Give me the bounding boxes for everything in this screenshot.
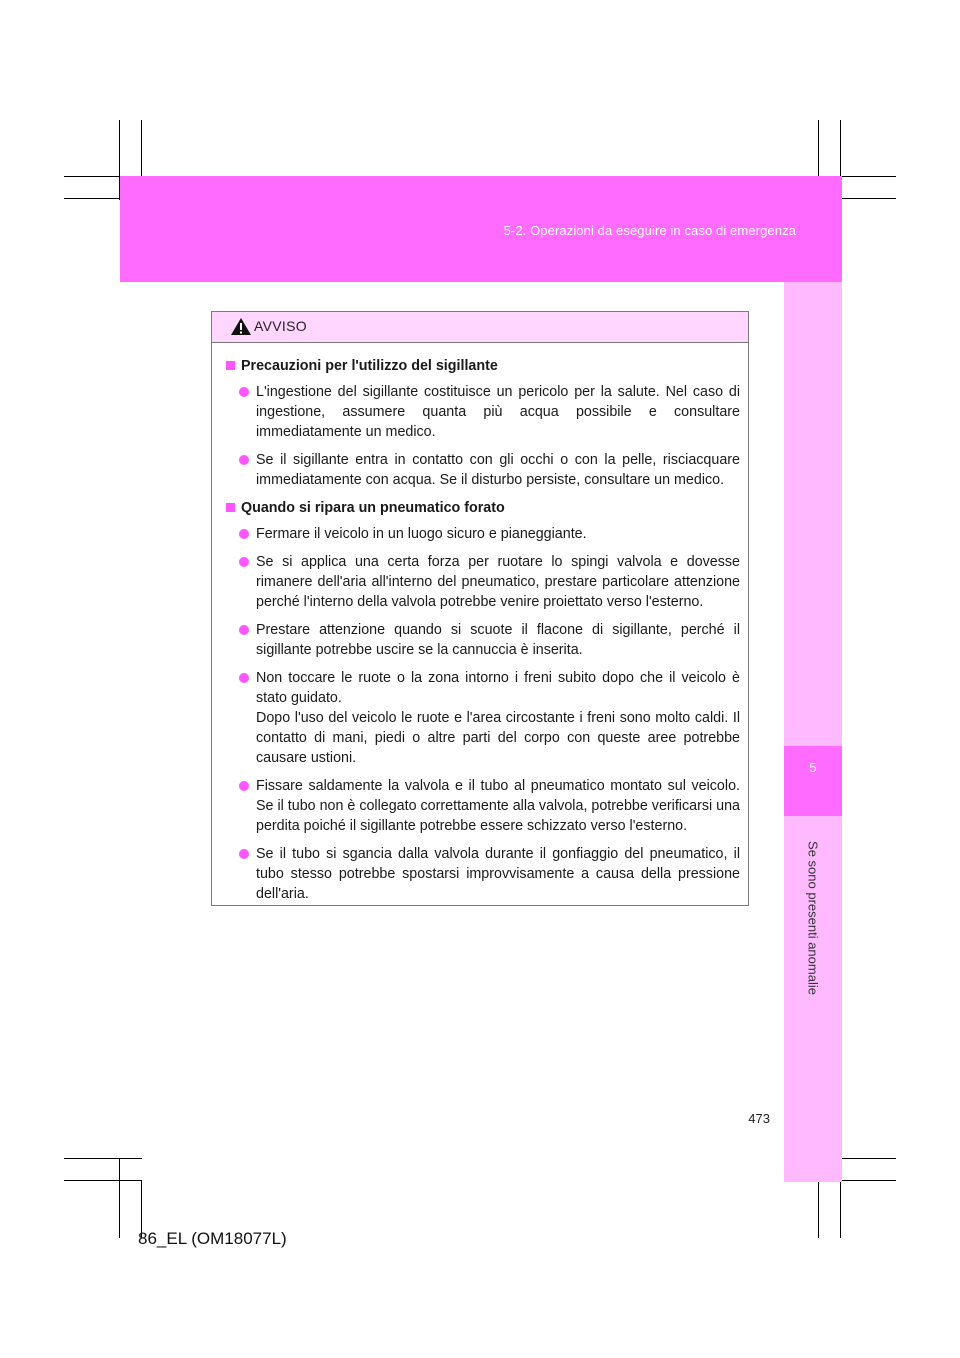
list-item-text-line: Non toccare le ruote o la zona intorno i freni subito dopo che il veicolo è stato guidato. [256, 670, 740, 706]
list-item [239, 776, 740, 836]
circle-bullet-icon [239, 781, 249, 791]
chapter-side-tab [784, 282, 842, 1182]
warning-title: AVVISO [254, 318, 307, 334]
warning-body [212, 343, 748, 904]
chapter-label: Se sono presenti anomalie [805, 841, 821, 995]
crop-mark [64, 1180, 142, 1181]
warning-box [211, 311, 749, 906]
list-item-text: Fermare il veicolo in un luogo sicuro e pianeggiante. [256, 526, 587, 542]
list-item [239, 668, 740, 768]
circle-bullet-icon [239, 455, 249, 465]
crop-mark [818, 1180, 819, 1238]
page-number: 473 [748, 1111, 770, 1126]
section-heading-text: Quando si ripara un pneumatico forato [241, 500, 505, 516]
list-item-text: Se il tubo si sgancia dalla valvola durante il gonfiaggio del pneumatico, il tubo stesso potrebbe spostarsi improvvisamente a causa della pressione dell'aria. [256, 846, 740, 902]
list-item-text: Se si applica una certa forza per ruotare lo spingi valvola e dovesse rimanere dell'aria all'interno del pneumatico, prestare particolare attenzione perché l'interno della valvola potrebbe venire proiettato verso l'esterno. [256, 554, 740, 610]
section-heading [224, 498, 740, 518]
list-item-text: Se il sigillante entra in contatto con gli occhi o con la pelle, risciacquare immediatamente con acqua. Se il disturbo persiste, consultare un medico. [256, 452, 740, 488]
list-item [239, 450, 740, 490]
list-item [239, 620, 740, 660]
list-item-text: L'ingestione del sigillante costituisce un pericolo per la salute. Nel caso di ingestione, assumere quanta più acqua possibile e consultare immediatamente un medico. [256, 384, 740, 440]
crop-mark [64, 1158, 142, 1159]
crop-mark [119, 1158, 120, 1238]
circle-bullet-icon [239, 529, 249, 539]
document-code: 86_EL (OM18077L) [138, 1229, 287, 1248]
circle-bullet-icon [239, 387, 249, 397]
section-heading [224, 356, 740, 376]
list-item-text: Prestare attenzione quando si scuote il flacone di sigillante, perché il sigillante potrebbe uscire se la cannuccia è inserita. [256, 622, 740, 658]
warning-header [212, 312, 748, 343]
list-item-text-continuation: Dopo l'uso del veicolo le ruote e l'area circostante i freni sono molto caldi. Il contatto di mani, piedi o altre parti del corpo con queste aree potrebbe causare ustioni. [256, 710, 740, 766]
circle-bullet-icon [239, 557, 249, 567]
chapter-number-box [784, 746, 842, 816]
circle-bullet-icon [239, 625, 249, 635]
circle-bullet-icon [239, 849, 249, 859]
square-bullet-icon [226, 503, 235, 512]
list-item [239, 524, 740, 544]
list-item [239, 382, 740, 442]
chapter-number: 5 [809, 760, 817, 775]
list-item-text: Fissare saldamente la valvola e il tubo al pneumatico montato sul veicolo. Se il tubo non è collegato correttamente alla valvola, potrebbe verificarsi una perdita poiché il sigillante potrebbe essere schizzato verso l'esterno. [256, 778, 740, 834]
section-heading-text: Precauzioni per l'utilizzo del sigillante [241, 358, 498, 374]
breadcrumb: 5-2. Operazioni da eseguire in caso di emergenza [503, 223, 796, 238]
list-item [239, 552, 740, 612]
page-header [120, 176, 842, 282]
warning-triangle-icon [230, 317, 252, 336]
list-item-text [256, 668, 740, 768]
square-bullet-icon [226, 361, 235, 370]
circle-bullet-icon [239, 673, 249, 683]
list-item [239, 844, 740, 904]
